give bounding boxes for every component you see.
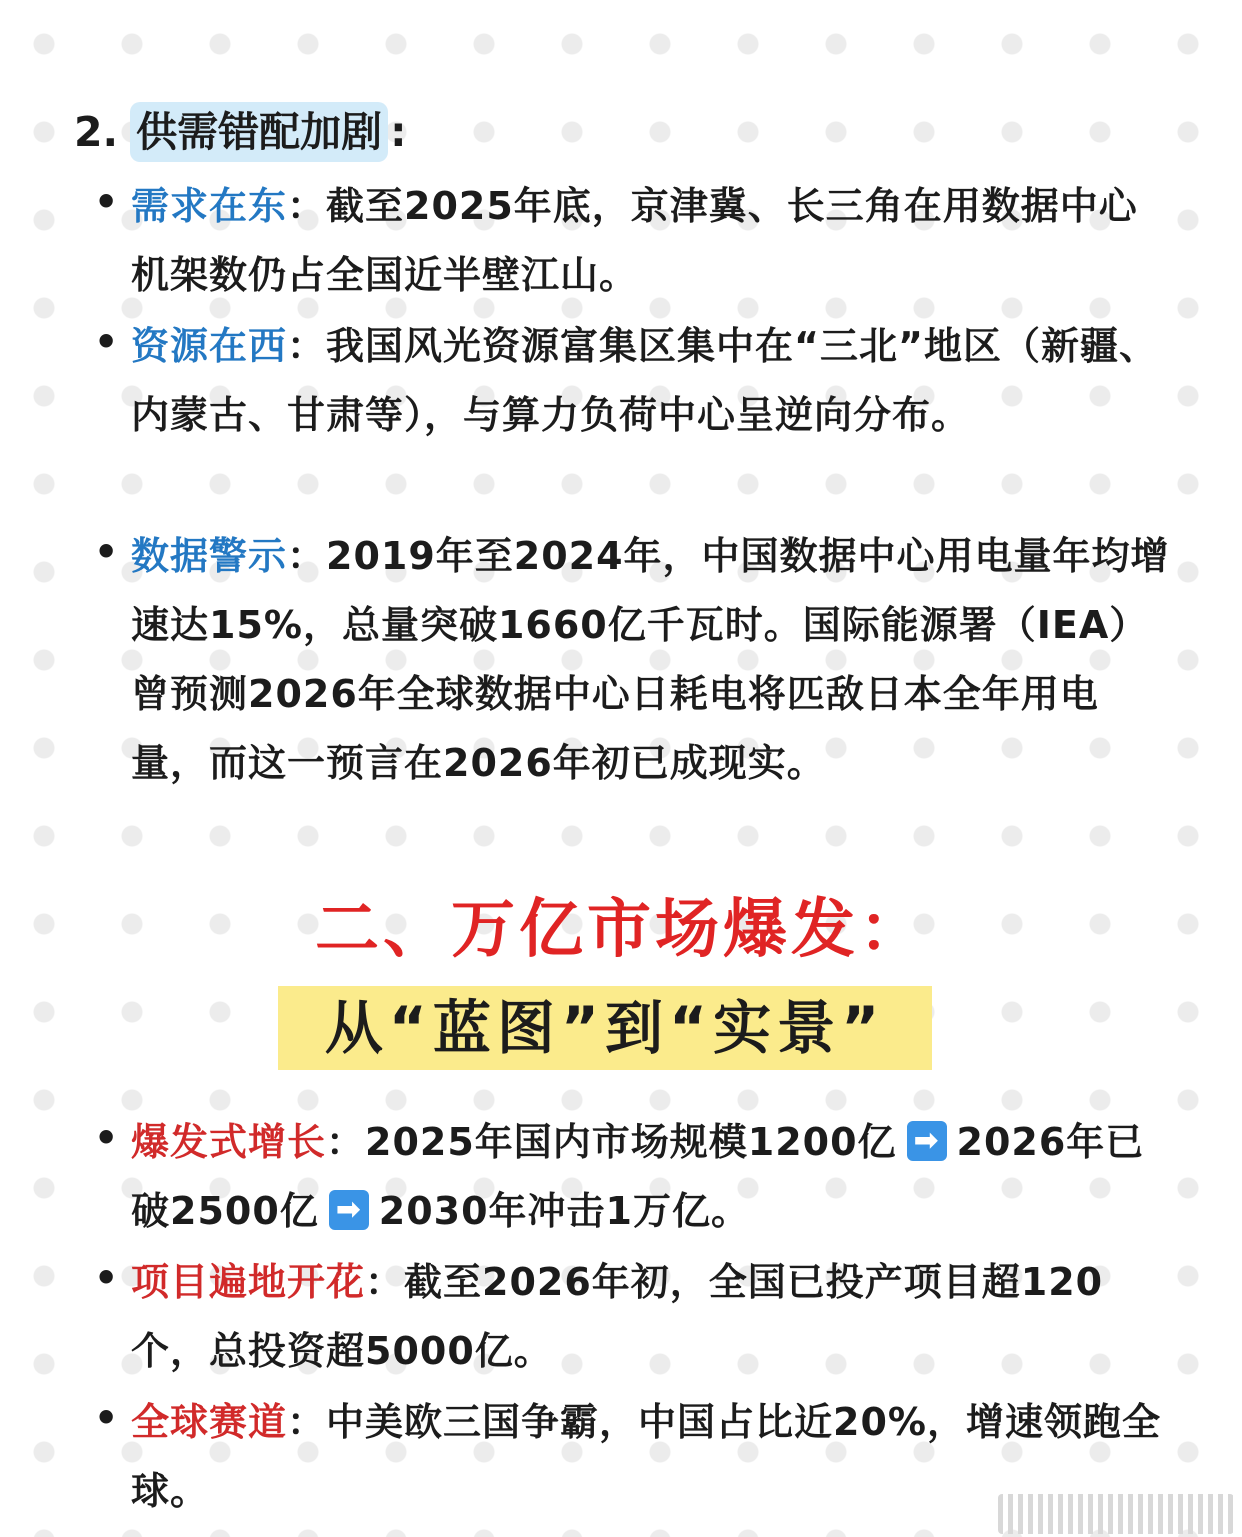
bullet-dot: • xyxy=(94,1116,119,1160)
bullet-paragraph xyxy=(131,1248,1171,1386)
bullet-dot: • xyxy=(94,180,119,224)
bullet-text: ：截至2025年底，京津冀、长三角在用数据中心机架数仍占全国近半壁江山。 xyxy=(131,184,1138,297)
right-arrow-icon: ➡ xyxy=(329,1190,369,1230)
bullet-dot: • xyxy=(94,1256,119,1300)
bullet-keyword: 全球赛道 xyxy=(131,1400,288,1444)
subsection-colon: : xyxy=(390,108,407,156)
bullet-text: ：中美欧三国争霸，中国占比近20%，增速领跑全球。 xyxy=(131,1400,1161,1513)
bullet-paragraph xyxy=(131,312,1171,450)
section-banner: 从“蓝图”到“实景” xyxy=(278,986,932,1070)
bullet-text: ：2019年至2024年，中国数据中心用电量年均增速达15%，总量突破1660亿千瓦时。国际能源署（IEA）曾预测2026年全球数据中心日耗电将匹敌日本全年用电量，而这一预言在2026年初已成现实。 xyxy=(131,534,1170,785)
bullet-dot: • xyxy=(94,320,119,364)
bullet-paragraph xyxy=(131,1108,1171,1246)
bullet-keyword: 数据警示 xyxy=(131,534,288,578)
bullet-text: ：2025年国内市场规模1200亿 xyxy=(326,1120,897,1164)
subsection-number: 2. xyxy=(74,108,119,156)
bullet-paragraph xyxy=(131,522,1171,798)
watermark-pattern xyxy=(998,1494,1234,1534)
bullet-paragraph xyxy=(131,172,1171,310)
bullet-text: ：截至2026年初，全国已投产项目超120个，总投资超5000亿。 xyxy=(131,1260,1104,1373)
bullet-keyword: 需求在东 xyxy=(131,184,288,228)
bullet-text: 2030年冲击1万亿。 xyxy=(378,1189,750,1233)
bullet-text: ：我国风光资源富集区集中在“三北”地区（新疆、内蒙古、甘肃等），与算力负荷中心呈逆向分布。 xyxy=(131,324,1158,437)
bullet-list-top xyxy=(94,172,1184,812)
bullet-list-bottom xyxy=(94,1108,1184,1528)
bullet-dot: • xyxy=(94,1396,119,1440)
bullet-keyword: 资源在西 xyxy=(131,324,288,368)
right-arrow-icon: ➡ xyxy=(907,1121,947,1161)
section-title: 二、万亿市场爆发： xyxy=(315,893,927,967)
bullet-keyword: 爆发式增长 xyxy=(131,1120,327,1164)
bullet-keyword: 项目遍地开花 xyxy=(131,1260,366,1304)
subsection-heading xyxy=(74,102,407,162)
bullet-text: 2026年已破2500亿 xyxy=(131,1120,1145,1233)
subsection-title: 供需错配加剧 xyxy=(130,102,388,162)
bullet-dot: • xyxy=(94,530,119,574)
